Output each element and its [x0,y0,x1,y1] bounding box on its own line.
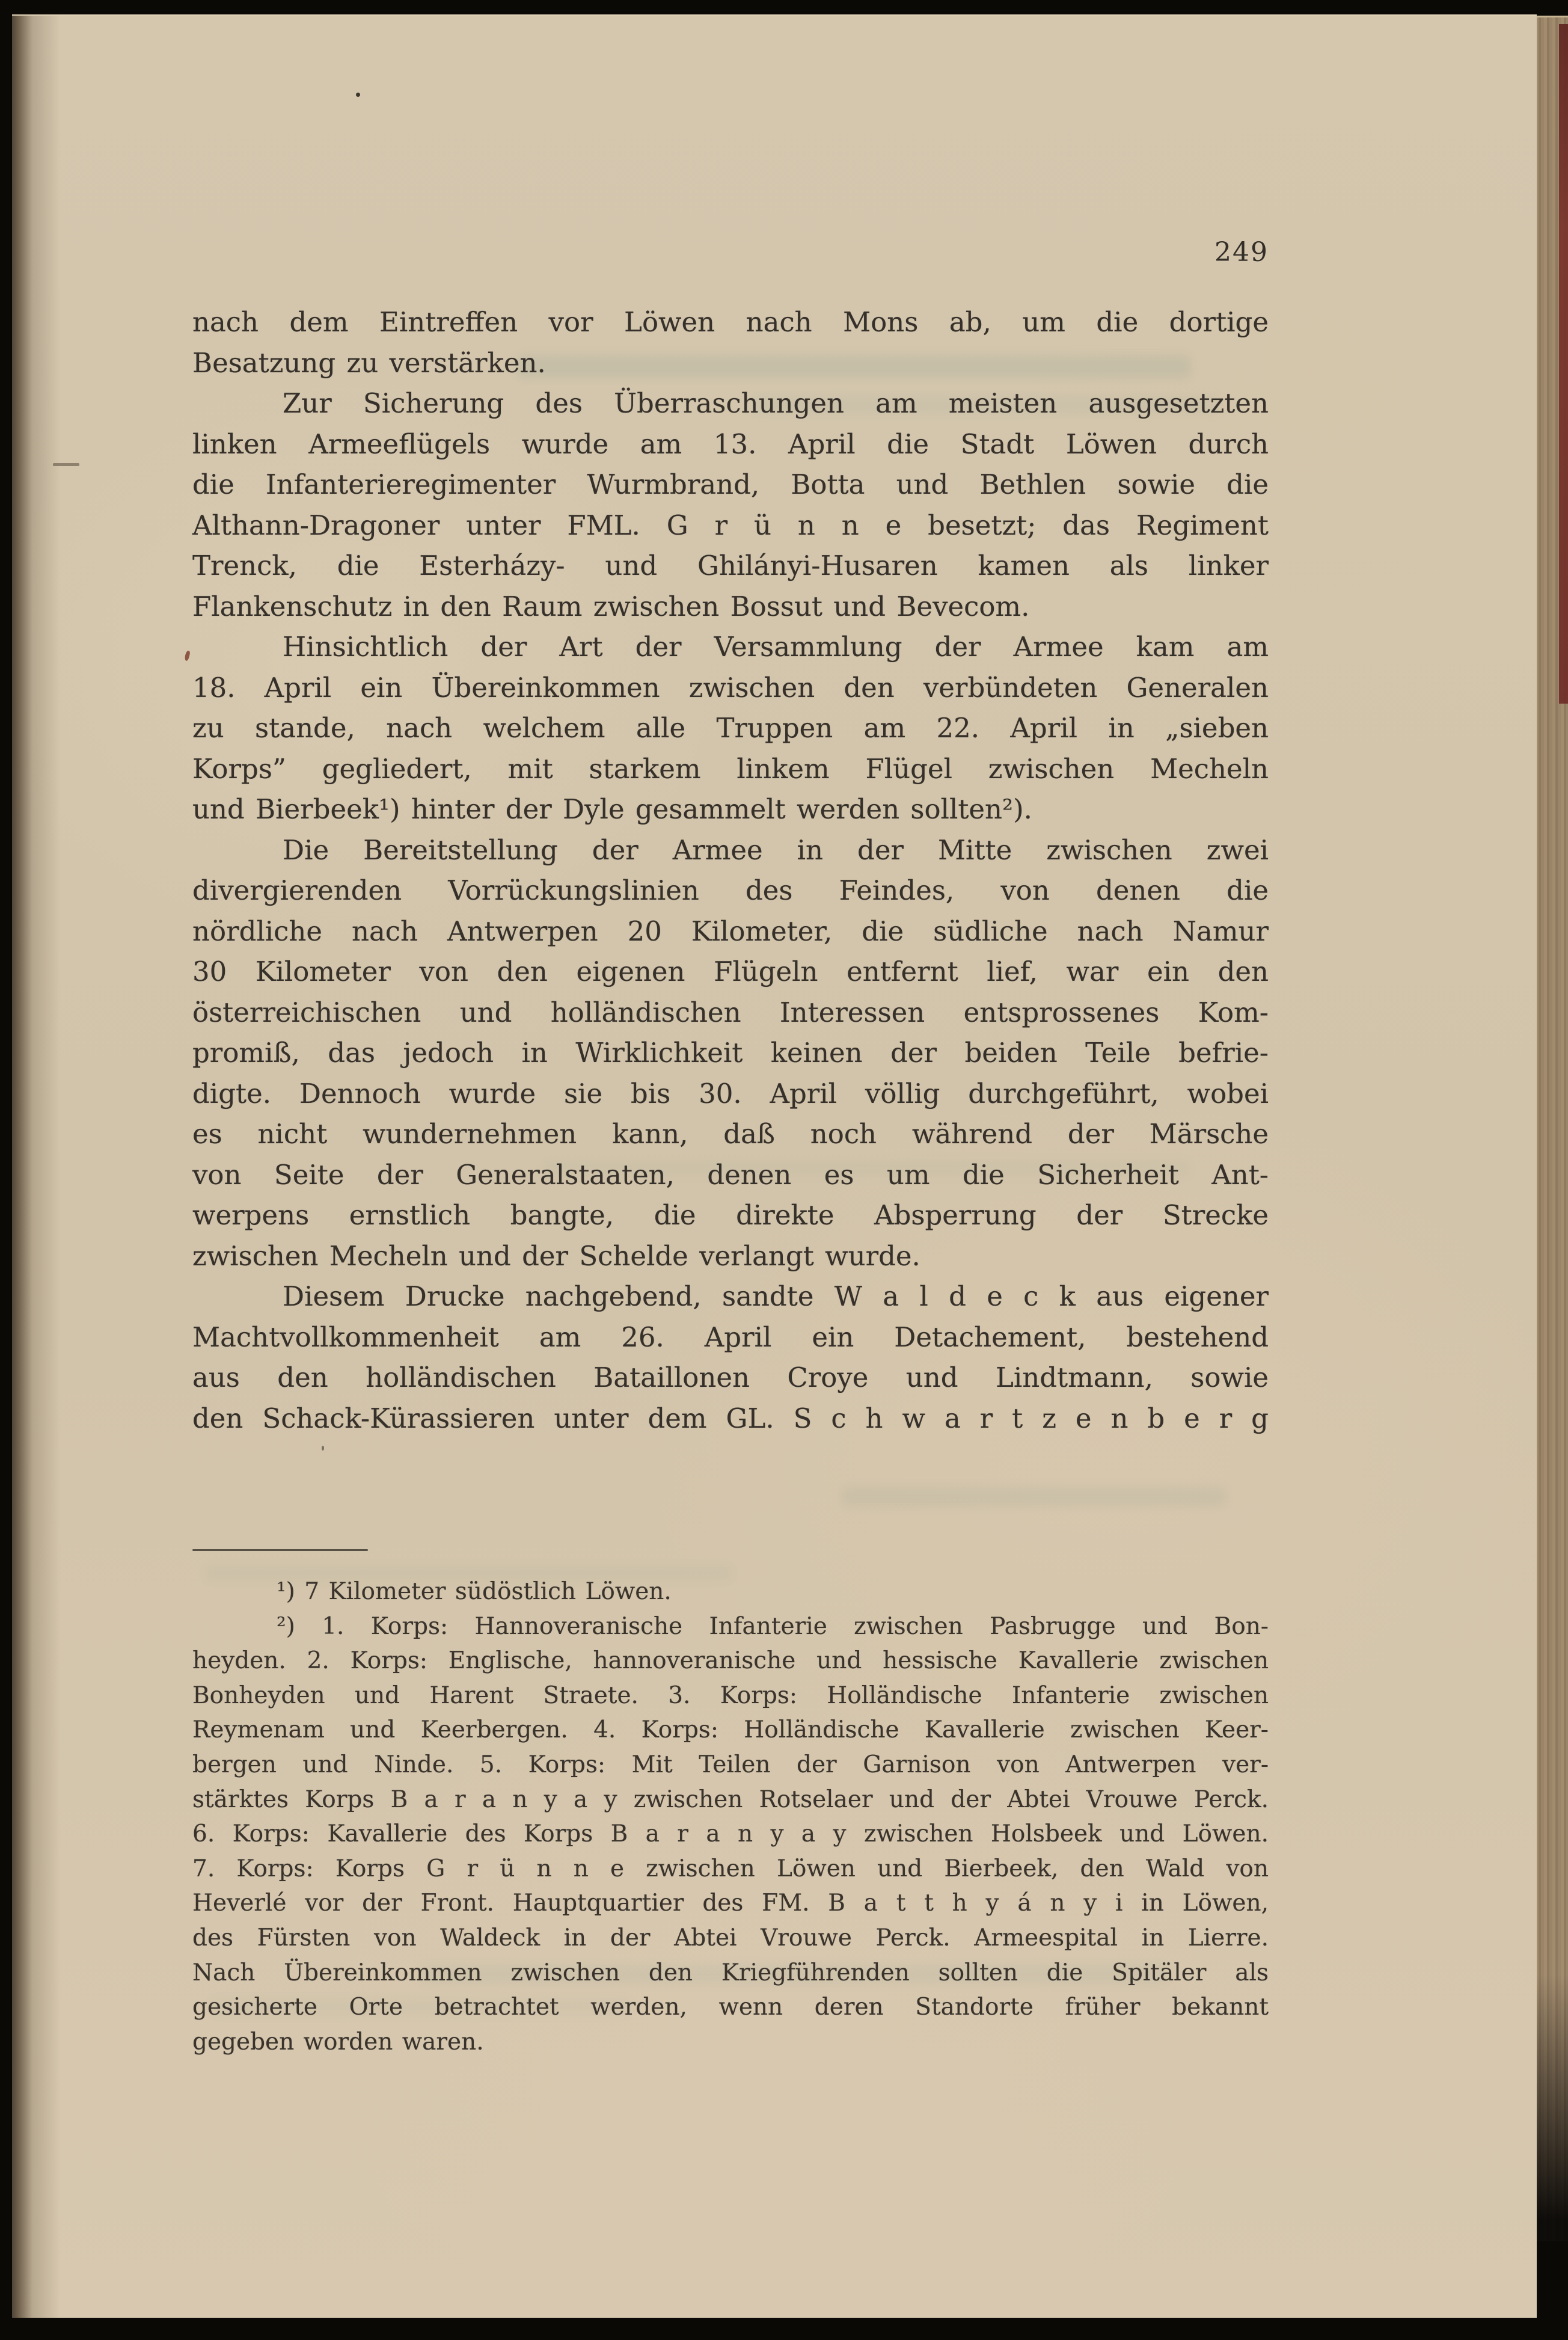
ink-speck [322,1446,324,1451]
body-line: Die Bereitstellung der Armee in der Mitte zwischen zwei [283,834,1269,866]
body-line: österreichischen und holländischen Interessen entsprossenes Kom- [192,996,1269,1028]
body-line: Machtvollkommenheit am 26. April ein Detachement, bestehend [192,1321,1269,1353]
footnote-line: gegeben worden waren. [192,2028,484,2056]
footnote-line: des Fürsten von Waldeck in der Abtei Vrouwe Perck. Armeespital in Lierre. [192,1924,1269,1952]
body-line: Korps” gegliedert, mit starkem linkem Flügel zwischen Mecheln [192,752,1269,785]
body-line: werpens ernstlich bangte, die direkte Absperrung der Strecke [192,1199,1269,1231]
body-line: divergierenden Vorrückungslinien des Feindes, von denen die [192,874,1269,906]
footnote-line: stärktes Korps B a r a n y a y zwischen Rotselaer und der Abtei Vrouwe Perck. [192,1786,1269,1813]
footnote-line: Heverlé vor der Front. Hauptquartier des FM. B a t t h y á n y i in Löwen, [192,1890,1269,1917]
body-line: zu stande, nach welchem alle Truppen am 22. April in „sieben [192,712,1269,744]
footnote-line: heyden. 2. Korps: Englische, hannoveranische und hessische Kavallerie zwischen [192,1647,1269,1675]
body-line: Diesem Drucke nachgebend, sandte W a l d e c k aus eigener [283,1280,1269,1312]
footnotes [192,1574,1269,2059]
footnote-line: ²) 1. Korps: Hannoveranische Infanterie zwischen Pasbrugge und Bon- [277,1612,1269,1640]
page [12,14,1537,2318]
page-number: 249 [1214,237,1269,268]
footnote-line: 6. Korps: Kavallerie des Korps B a r a n y a y zwischen Holsbeek und Löwen. [192,1820,1269,1848]
body-line: Hinsichtlich der Art der Versammlung der Armee kam am [283,631,1269,663]
binding-gutter-shadow [12,16,60,2318]
body-line: zwischen Mecheln und der Schelde verlangt wurde. [192,1239,920,1272]
footnote-rule [192,1549,368,1551]
body-line: Zur Sicherung des Überraschungen am meisten ausgesetzten [283,387,1269,419]
book-cover-edge [1559,24,1568,704]
body-line: Trenck, die Esterházy- und Ghilányi-Husaren kamen als linker [192,550,1269,582]
footnote-line: 7. Korps: Korps G r ü n n e zwischen Löwen und Bierbeek, den Wald von [192,1855,1269,1882]
footnote-line: gesicherte Orte betrachtet werden, wenn deren Standorte früher bekannt [192,1994,1269,2021]
footnote-line: Nach Übereinkommen zwischen den Kriegführenden sollten die Spitäler als [192,1959,1269,1986]
body-line: promiß, das jedoch in Wirklichkeit keinen der beiden Teile befrie- [192,1037,1269,1069]
body-line: 18. April ein Übereinkommen zwischen den verbündeten Generalen [192,671,1269,704]
footnote-line: bergen und Ninde. 5. Korps: Mit Teilen der Garnison von Antwerpen ver- [192,1751,1269,1778]
body-line: nach dem Eintreffen vor Löwen nach Mons ab, um die dortige [192,306,1269,338]
ink-speck [356,93,360,97]
body-text [192,302,1269,1439]
body-line: Besatzung zu verstärken. [192,346,546,379]
ink-artifact [184,650,190,661]
body-line: und Bierbeek¹) hinter der Dyle gesammelt werden sollten²). [192,793,1032,825]
body-line: aus den holländischen Bataillonen Croye und Lindtmann, sowie [192,1362,1269,1393]
footnote-line: Bonheyden und Harent Straete. 3. Korps: Holländische Infanterie zwischen [192,1681,1269,1709]
body-line: Flankenschutz in den Raum zwischen Bossut und Bevecom. [192,590,1030,622]
body-line: Althann-Dragoner unter FML. G r ü n n e besetzt; das Regiment [192,509,1269,541]
body-line: von Seite der Generalstaaten, denen es um die Sicherheit Ant- [192,1158,1269,1191]
bleed-through [842,1487,1227,1507]
body-line: den Schack-Kürassieren unter dem GL. S c h w a r t z e n b e r g [192,1402,1269,1434]
body-line: linken Armeeflügels wurde am 13. April die Stadt Löwen durch [192,428,1269,460]
body-line: digte. Dennoch wurde sie bis 30. April völlig durchgeführt, wobei [192,1077,1269,1110]
footnote-line: ¹) 7 Kilometer südöstlich Löwen. [277,1578,672,1605]
footnote-line: Reymenam und Keerbergen. 4. Korps: Holländische Kavallerie zwischen Keer- [192,1716,1269,1744]
body-line: nördliche nach Antwerpen 20 Kilometer, die südliche nach Namur [192,915,1269,947]
body-line: es nicht wundernehmen kann, daß noch während der Märsche [192,1118,1269,1150]
body-line: 30 Kilometer von den eigenen Flügeln entfernt lief, war ein den [192,956,1269,987]
body-line: die Infanterieregimenter Wurmbrand, Botta und Bethlen sowie die [192,468,1269,500]
margin-dash-artifact [53,463,79,466]
